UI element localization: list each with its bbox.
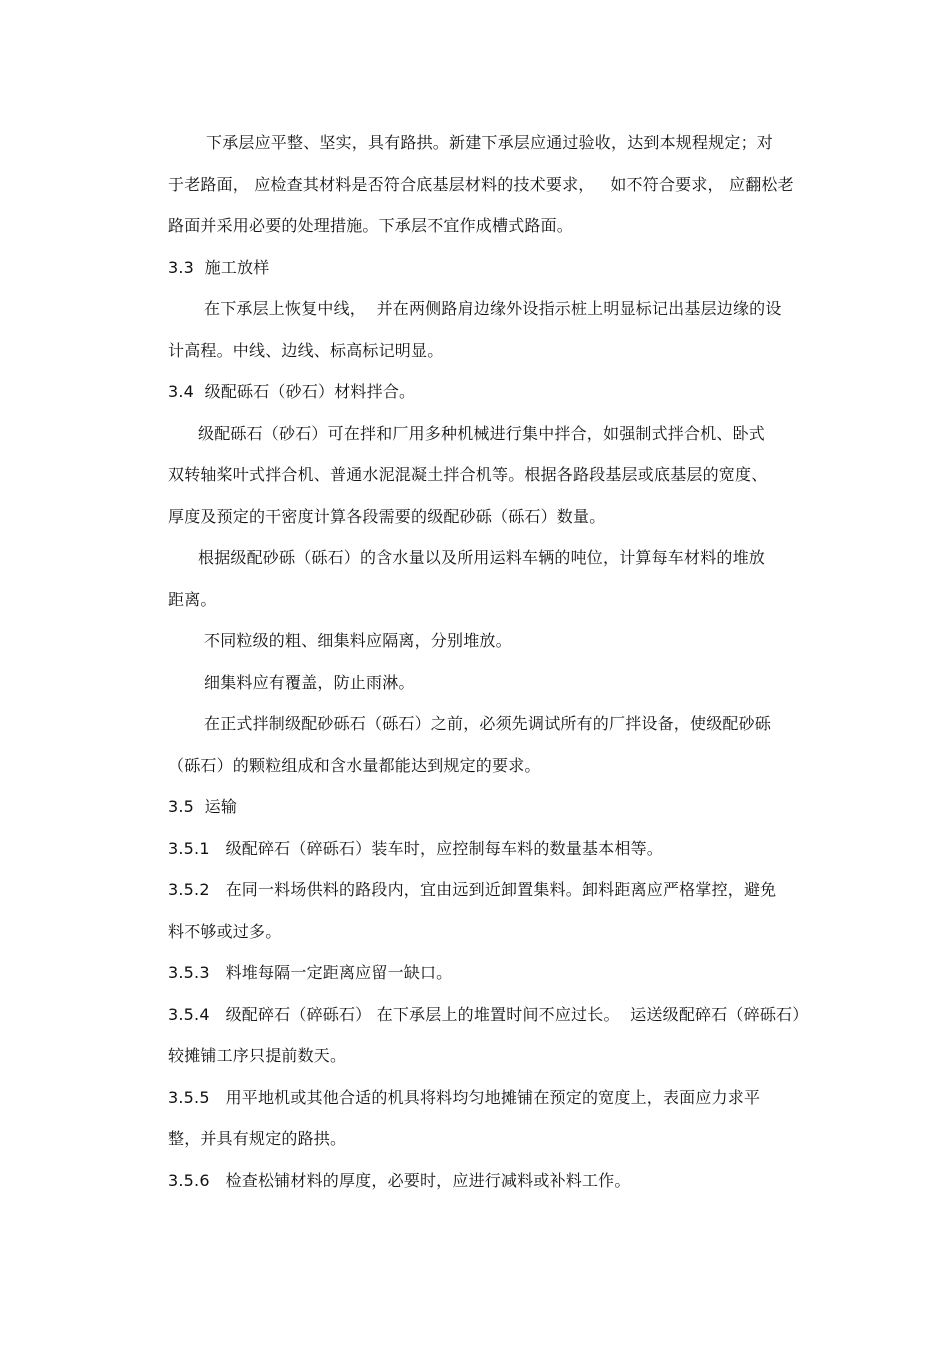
- paragraph-line: 根据级配砂砾（砾石）的含水量以及所用运料车辆的吨位，计算每车材料的堆放: [198, 548, 766, 567]
- clause-line: 3.5.4 级配碎石（碎砾石） 在下承层上的堆置时间不应过长。 运送级配碎石（碎砾石）: [168, 1005, 809, 1024]
- section-heading: 3.4 级配砾石（砂石）材料拌合。: [168, 382, 416, 401]
- paragraph-line: 于老路面， 应检查其材料是否符合底基层材料的技术要求， 如不符合要求， 应翻松老: [168, 175, 794, 194]
- paragraph-line: 细集料应有覆盖，防止雨淋。: [204, 673, 415, 692]
- paragraph-line: 在正式拌制级配砂砾石（砾石）之前，必须先调试所有的厂拌设备，使级配砂砾: [204, 714, 772, 733]
- paragraph-line: 较摊铺工序只提前数天。: [168, 1046, 347, 1065]
- paragraph-line: 路面并采用必要的处理措施。下承层不宜作成槽式路面。: [168, 216, 574, 235]
- section-heading: 3.5 运输: [168, 797, 238, 816]
- clause-line: 3.5.1 级配碎石（碎砾石）装车时，应控制每车料的数量基本相等。: [168, 839, 663, 858]
- paragraph-line: 料不够或过多。: [168, 922, 282, 941]
- clause-line: 3.5.6 检查松铺材料的厚度，必要时，应进行减料或补料工作。: [168, 1171, 631, 1190]
- paragraph-line: （砾石）的颗粒组成和含水量都能达到规定的要求。: [168, 756, 541, 775]
- clause-line: 3.5.3 料堆每隔一定距离应留一缺口。: [168, 963, 453, 982]
- paragraph-line: 计高程。中线、边线、标高标记明显。: [168, 341, 444, 360]
- section-heading: 3.3 施工放样: [168, 258, 270, 277]
- paragraph-line: 整，并具有规定的路拱。: [168, 1129, 347, 1148]
- paragraph-line: 下承层应平整、坚实，具有路拱。新建下承层应通过验收，达到本规程规定；对: [206, 133, 774, 152]
- paragraph-line: 级配砾石（砂石）可在拌和厂用多种机械进行集中拌合，如强制式拌合机、卧式: [198, 424, 766, 443]
- paragraph-line: 厚度及预定的干密度计算各段需要的级配砂砾（砾石）数量。: [168, 507, 606, 526]
- paragraph-line: 距离。: [168, 590, 217, 609]
- clause-line: 3.5.2 在同一料场供料的路段内，宜由远到近卸置集料。卸料距离应严格掌控，避免: [168, 880, 777, 899]
- paragraph-line: 在下承层上恢复中线， 并在两侧路肩边缘外设指示桩上明显标记出基层边缘的设: [204, 299, 782, 318]
- paragraph-line: 双转轴桨叶式拌合机、普通水泥混凝土拌合机等。根据各路段基层或底基层的宽度、: [168, 465, 768, 484]
- clause-line: 3.5.5 用平地机或其他合适的机具将料均匀地摊铺在预定的宽度上，表面应力求平: [168, 1088, 761, 1107]
- paragraph-line: 不同粒级的粗、细集料应隔离，分别堆放。: [204, 631, 512, 650]
